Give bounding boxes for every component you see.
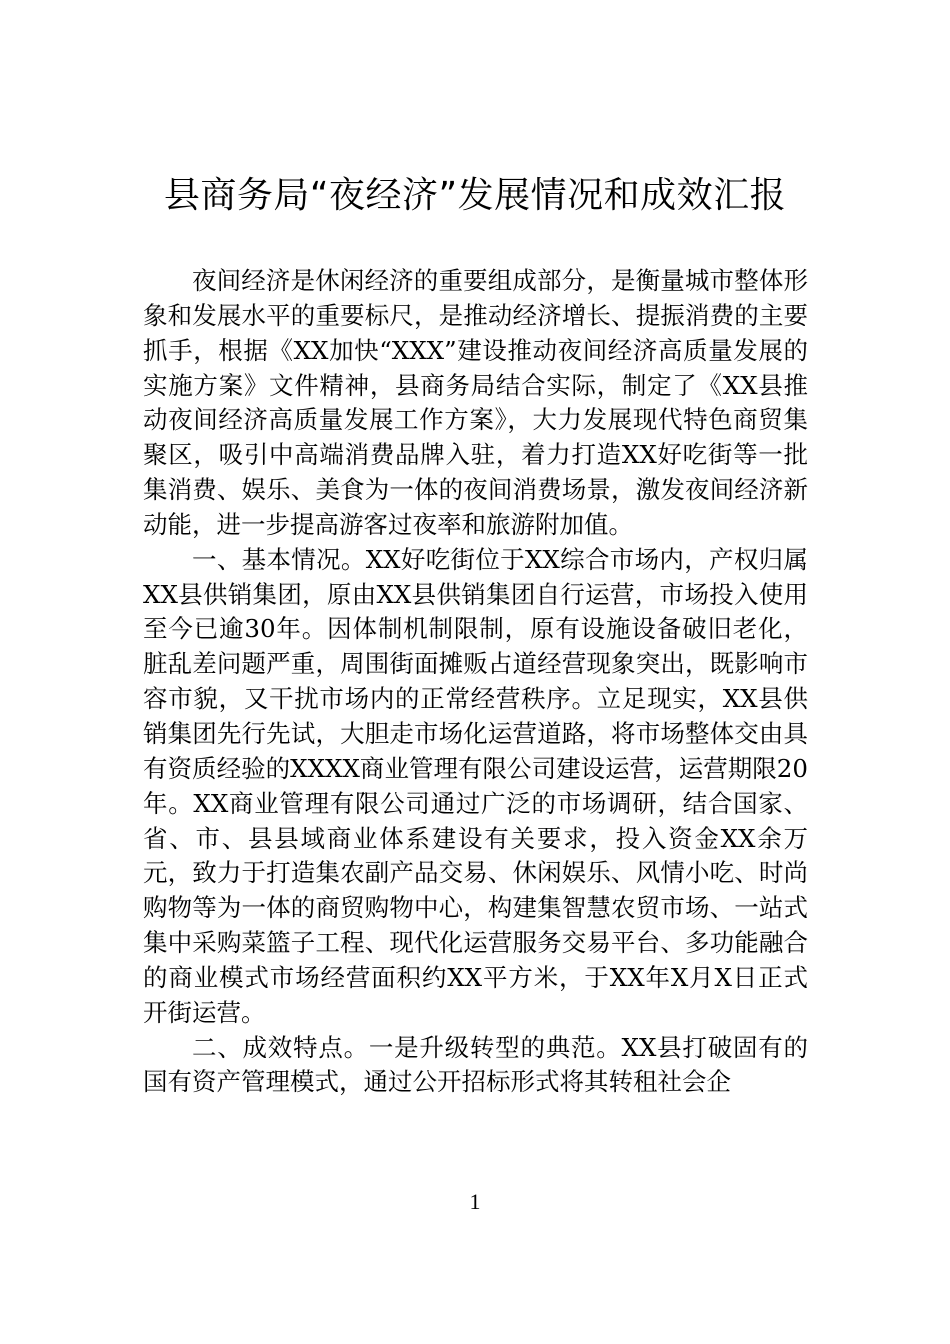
paragraph-basic-situation: 一、基本情况。XX好吃街位于XX综合市场内，产权归属XX县供销集团，原由XX县供销集团自行运营，市场投入使用至今已逾30年。因体制机制限制，原有设施设备破旧老化，脏乱差问题严重，周围街面摊贩占道经营现象突出，既影响市容市貌，又干扰市场内的正常经营秩序。立足现实，XX县供销集团先行先试，大胆走市场化运营道路，将市场整体交由具有资质经验的XXXX商业管理有限公司建设运营，运营期限20年。XX商业管理有限公司通过广泛的市场调研，结合国家、省、市、县县域商业体系建设有关要求，投入资金XX余万元，致力于打造集农副产品交易、休闲娱乐、风情小吃、时尚购物等为一体的商贸购物中心，构建集智慧农贸市场、一站式集中采购菜篮子工程、现代化运营服务交易平台、多功能融合的商业模式市场经营面积约XX平方米，于XX年X月X日正式开街运营。	[143, 544, 808, 1027]
page-number: 1	[469, 1189, 481, 1214]
document-title: 县商务局“夜经济”发展情况和成效汇报	[163, 175, 787, 216]
paragraph-intro: 夜间经济是休闲经济的重要组成部分，是衡量城市整体形象和发展水平的重要标尺，是推动经济增长、提振消费的主要抓手，根据《XX加快“XXX”建设推动夜间经济高质量发展的实施方案》文件精神，县商务局结合实际，制定了《XX县推动夜间经济高质量发展工作方案》，大力发展现代特色商贸集聚区，吸引中高端消费品牌入驻，着力打造XX好吃街等一批集消费、娱乐、美食为一体的夜间消费场景，激发夜间经济新动能，进一步提高游客过夜率和旅游附加值。	[143, 266, 808, 539]
document-body	[143, 264, 808, 1100]
paragraph-results: 二、成效特点。一是升级转型的典范。XX县打破固有的国有资产管理模式，通过公开招标形式将其转租社会企	[143, 1032, 808, 1097]
